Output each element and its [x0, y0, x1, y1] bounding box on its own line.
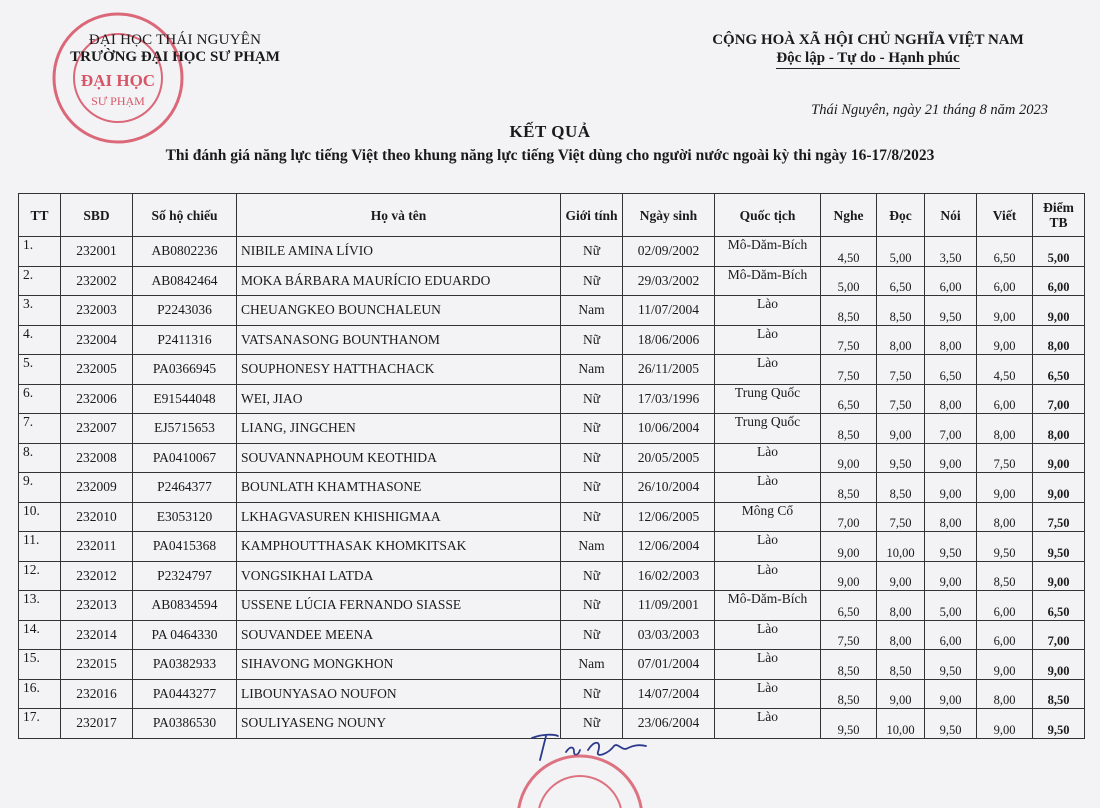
table-row [19, 620, 1085, 650]
svg-text:ĐẠI HỌC: ĐẠI HỌC [80, 71, 156, 90]
cell-reading: 10,00 [877, 709, 925, 739]
table-row [19, 591, 1085, 621]
issuer-header [60, 32, 290, 66]
cell-reading: 8,50 [877, 296, 925, 326]
cell-average: 5,00 [1033, 237, 1085, 267]
cell-speaking: 9,00 [925, 443, 977, 473]
cell-reading: 10,00 [877, 532, 925, 562]
cell-listening: 9,00 [821, 561, 877, 591]
table-row [19, 237, 1085, 267]
cell-tt: 10. [19, 502, 61, 532]
table-row [19, 561, 1085, 591]
cell-listening: 9,00 [821, 443, 877, 473]
cell-listening: 8,50 [821, 679, 877, 709]
cell-nationality: Mô-Dăm-Bích [715, 237, 821, 267]
cell-tt: 16. [19, 679, 61, 709]
cell-average: 9,50 [1033, 532, 1085, 562]
cell-sbd: 232004 [61, 325, 133, 355]
cell-speaking: 9,50 [925, 532, 977, 562]
cell-reading: 9,50 [877, 443, 925, 473]
cell-speaking: 6,00 [925, 266, 977, 296]
cell-writing: 6,00 [977, 384, 1033, 414]
cell-average: 9,00 [1033, 561, 1085, 591]
cell-nationality: Lào [715, 709, 821, 739]
cell-speaking: 8,00 [925, 502, 977, 532]
cell-nationality: Trung Quốc [715, 384, 821, 414]
cell-gender: Nam [561, 650, 623, 680]
cell-passport: PA0366945 [133, 355, 237, 385]
cell-gender: Nữ [561, 709, 623, 739]
cell-dob: 16/02/2003 [623, 561, 715, 591]
cell-speaking: 9,50 [925, 650, 977, 680]
cell-dob: 03/03/2003 [623, 620, 715, 650]
cell-gender: Nữ [561, 237, 623, 267]
cell-nationality: Lào [715, 325, 821, 355]
col-header-passport: Số hộ chiếu [133, 194, 237, 237]
cell-reading: 9,00 [877, 414, 925, 444]
cell-name: LIANG, JINGCHEN [237, 414, 561, 444]
table-row [19, 679, 1085, 709]
cell-speaking: 9,00 [925, 679, 977, 709]
cell-sbd: 232002 [61, 266, 133, 296]
cell-writing: 9,00 [977, 709, 1033, 739]
cell-writing: 6,00 [977, 591, 1033, 621]
cell-writing: 8,00 [977, 502, 1033, 532]
col-header-reading: Đọc [877, 194, 925, 237]
cell-gender: Nữ [561, 325, 623, 355]
cell-reading: 5,00 [877, 237, 925, 267]
table-row [19, 325, 1085, 355]
cell-passport: E3053120 [133, 502, 237, 532]
cell-nationality: Lào [715, 620, 821, 650]
cell-listening: 8,50 [821, 473, 877, 503]
cell-tt: 4. [19, 325, 61, 355]
cell-listening: 8,50 [821, 296, 877, 326]
cell-listening: 4,50 [821, 237, 877, 267]
cell-writing: 8,00 [977, 414, 1033, 444]
cell-speaking: 6,50 [925, 355, 977, 385]
cell-tt: 12. [19, 561, 61, 591]
cell-nationality: Trung Quốc [715, 414, 821, 444]
cell-sbd: 232006 [61, 384, 133, 414]
cell-writing: 6,00 [977, 620, 1033, 650]
cell-writing: 7,50 [977, 443, 1033, 473]
col-header-dob: Ngày sinh [623, 194, 715, 237]
cell-tt: 1. [19, 237, 61, 267]
cell-nationality: Lào [715, 650, 821, 680]
national-header [688, 32, 1048, 69]
cell-gender: Nữ [561, 591, 623, 621]
cell-sbd: 232017 [61, 709, 133, 739]
cell-passport: PA0386530 [133, 709, 237, 739]
cell-average: 8,00 [1033, 414, 1085, 444]
cell-sbd: 232003 [61, 296, 133, 326]
cell-dob: 26/10/2004 [623, 473, 715, 503]
cell-sbd: 232010 [61, 502, 133, 532]
cell-name: USSENE LÚCIA FERNANDO SIASSE [237, 591, 561, 621]
cell-writing: 4,50 [977, 355, 1033, 385]
cell-writing: 9,50 [977, 532, 1033, 562]
cell-dob: 18/06/2006 [623, 325, 715, 355]
cell-passport: E91544048 [133, 384, 237, 414]
cell-average: 6,50 [1033, 591, 1085, 621]
cell-tt: 17. [19, 709, 61, 739]
cell-speaking: 9,50 [925, 296, 977, 326]
cell-passport: AB0834594 [133, 591, 237, 621]
cell-speaking: 8,00 [925, 384, 977, 414]
cell-reading: 9,00 [877, 561, 925, 591]
cell-passport: PA0382933 [133, 650, 237, 680]
cell-tt: 15. [19, 650, 61, 680]
cell-name: LKHAGVASUREN KHISHIGMAA [237, 502, 561, 532]
cell-sbd: 232001 [61, 237, 133, 267]
cell-sbd: 232015 [61, 650, 133, 680]
cell-name: MOKA BÁRBARA MAURÍCIO EDUARDO [237, 266, 561, 296]
cell-nationality: Mông Cổ [715, 502, 821, 532]
cell-average: 9,00 [1033, 296, 1085, 326]
cell-dob: 20/05/2005 [623, 443, 715, 473]
issuer-line1: ĐẠI HỌC THÁI NGUYÊN [88, 32, 262, 48]
cell-average: 6,00 [1033, 266, 1085, 296]
cell-tt: 2. [19, 266, 61, 296]
cell-reading: 6,50 [877, 266, 925, 296]
cell-gender: Nữ [561, 561, 623, 591]
cell-name: VATSANASONG BOUNTHANOM [237, 325, 561, 355]
cell-sbd: 232014 [61, 620, 133, 650]
cell-average: 9,00 [1033, 473, 1085, 503]
cell-nationality: Lào [715, 355, 821, 385]
cell-dob: 12/06/2004 [623, 532, 715, 562]
col-header-speaking: Nói [925, 194, 977, 237]
cell-sbd: 232009 [61, 473, 133, 503]
cell-dob: 11/09/2001 [623, 591, 715, 621]
cell-writing: 9,00 [977, 650, 1033, 680]
cell-sbd: 232011 [61, 532, 133, 562]
cell-gender: Nữ [561, 266, 623, 296]
table-row [19, 414, 1085, 444]
cell-listening: 7,50 [821, 355, 877, 385]
cell-dob: 12/06/2005 [623, 502, 715, 532]
cell-speaking: 7,00 [925, 414, 977, 444]
cell-gender: Nữ [561, 620, 623, 650]
cell-tt: 8. [19, 443, 61, 473]
cell-reading: 8,50 [877, 650, 925, 680]
cell-listening: 8,50 [821, 414, 877, 444]
cell-name: SOUPHONESY HATTHACHACK [237, 355, 561, 385]
cell-speaking: 3,50 [925, 237, 977, 267]
cell-sbd: 232005 [61, 355, 133, 385]
document-subtitle: Thi đánh giá năng lực tiếng Việt theo khung năng lực tiếng Việt dùng cho người nước ngoài kỳ thi ngày 16-17/8/2023 [165, 147, 935, 164]
cell-tt: 7. [19, 414, 61, 444]
cell-writing: 8,50 [977, 561, 1033, 591]
cell-reading: 8,00 [877, 325, 925, 355]
cell-dob: 14/07/2004 [623, 679, 715, 709]
cell-passport: P2411316 [133, 325, 237, 355]
cell-name: BOUNLATH KHAMTHASONE [237, 473, 561, 503]
cell-gender: Nữ [561, 473, 623, 503]
cell-reading: 7,50 [877, 355, 925, 385]
cell-dob: 17/03/1996 [623, 384, 715, 414]
cell-reading: 7,50 [877, 502, 925, 532]
cell-writing: 9,00 [977, 325, 1033, 355]
cell-nationality: Lào [715, 561, 821, 591]
cell-writing: 9,00 [977, 296, 1033, 326]
table-row [19, 443, 1085, 473]
table-row [19, 384, 1085, 414]
results-table-body [19, 237, 1085, 739]
cell-sbd: 232012 [61, 561, 133, 591]
cell-gender: Nam [561, 296, 623, 326]
cell-gender: Nữ [561, 679, 623, 709]
cell-reading: 7,50 [877, 384, 925, 414]
cell-average: 9,50 [1033, 709, 1085, 739]
cell-sbd: 232008 [61, 443, 133, 473]
cell-average: 7,00 [1033, 620, 1085, 650]
results-table [18, 193, 1085, 739]
cell-nationality: Mô-Dăm-Bích [715, 591, 821, 621]
national-motto: Độc lập - Tự do - Hạnh phúc [776, 50, 959, 69]
cell-name: KAMPHOUTTHASAK KHOMKITSAK [237, 532, 561, 562]
cell-passport: AB0842464 [133, 266, 237, 296]
cell-listening: 8,50 [821, 650, 877, 680]
cell-listening: 6,50 [821, 591, 877, 621]
cell-tt: 13. [19, 591, 61, 621]
cell-name: CHEUANGKEO BOUNCHALEUN [237, 296, 561, 326]
cell-listening: 7,50 [821, 325, 877, 355]
table-row [19, 532, 1085, 562]
col-header-sbd: SBD [61, 194, 133, 237]
table-row [19, 266, 1085, 296]
table-row [19, 355, 1085, 385]
cell-average: 8,00 [1033, 325, 1085, 355]
cell-passport: PA 0464330 [133, 620, 237, 650]
cell-nationality: Lào [715, 473, 821, 503]
cell-reading: 8,00 [877, 620, 925, 650]
svg-text:SƯ PHẠM: SƯ PHẠM [91, 94, 145, 108]
dateline: Thái Nguyên, ngày 21 tháng 8 năm 2023 [811, 102, 1048, 118]
cell-speaking: 9,00 [925, 561, 977, 591]
col-header-nationality: Quốc tịch [715, 194, 821, 237]
cell-dob: 07/01/2004 [623, 650, 715, 680]
cell-name: SOUVANDEE MEENA [237, 620, 561, 650]
cell-reading: 9,00 [877, 679, 925, 709]
cell-speaking: 6,00 [925, 620, 977, 650]
cell-passport: P2464377 [133, 473, 237, 503]
cell-tt: 6. [19, 384, 61, 414]
cell-listening: 5,00 [821, 266, 877, 296]
cell-dob: 10/06/2004 [623, 414, 715, 444]
cell-gender: Nam [561, 532, 623, 562]
table-row [19, 473, 1085, 503]
cell-tt: 3. [19, 296, 61, 326]
document-title: KẾT QUẢ [509, 122, 591, 141]
cell-speaking: 9,50 [925, 709, 977, 739]
col-header-writing: Viết [977, 194, 1033, 237]
cell-listening: 7,00 [821, 502, 877, 532]
col-header-tt: TT [19, 194, 61, 237]
table-header-row [19, 194, 1085, 237]
cell-gender: Nữ [561, 414, 623, 444]
cell-sbd: 232013 [61, 591, 133, 621]
cell-average: 9,00 [1033, 443, 1085, 473]
table-row [19, 650, 1085, 680]
cell-listening: 9,00 [821, 532, 877, 562]
cell-writing: 6,00 [977, 266, 1033, 296]
cell-passport: EJ5715653 [133, 414, 237, 444]
col-header-listening: Nghe [821, 194, 877, 237]
cell-nationality: Mô-Dăm-Bích [715, 266, 821, 296]
cell-listening: 9,50 [821, 709, 877, 739]
cell-listening: 7,50 [821, 620, 877, 650]
cell-passport: PA0415368 [133, 532, 237, 562]
cell-reading: 8,00 [877, 591, 925, 621]
table-row [19, 296, 1085, 326]
cell-gender: Nữ [561, 502, 623, 532]
cell-listening: 6,50 [821, 384, 877, 414]
cell-tt: 14. [19, 620, 61, 650]
cell-passport: PA0410067 [133, 443, 237, 473]
cell-sbd: 232007 [61, 414, 133, 444]
cell-speaking: 5,00 [925, 591, 977, 621]
cell-average: 7,00 [1033, 384, 1085, 414]
cell-tt: 11. [19, 532, 61, 562]
cell-average: 7,50 [1033, 502, 1085, 532]
issuer-line2: TRƯỜNG ĐẠI HỌC SƯ PHẠM [70, 49, 280, 65]
cell-dob: 23/06/2004 [623, 709, 715, 739]
cell-name: SOULIYASENG NOUNY [237, 709, 561, 739]
country-name: CỘNG HOÀ XÃ HỘI CHỦ NGHĨA VIỆT NAM [712, 32, 1024, 48]
cell-sbd: 232016 [61, 679, 133, 709]
cell-name: VONGSIKHAI LATDA [237, 561, 561, 591]
cell-name: WEI, JIAO [237, 384, 561, 414]
col-header-name: Họ và tên [237, 194, 561, 237]
cell-name: LIBOUNYASAO NOUFON [237, 679, 561, 709]
cell-dob: 02/09/2002 [623, 237, 715, 267]
cell-tt: 9. [19, 473, 61, 503]
cell-average: 9,00 [1033, 650, 1085, 680]
cell-speaking: 8,00 [925, 325, 977, 355]
bottom-seal-stamp [500, 748, 660, 808]
cell-passport: P2243036 [133, 296, 237, 326]
cell-nationality: Lào [715, 443, 821, 473]
cell-dob: 29/03/2002 [623, 266, 715, 296]
cell-gender: Nữ [561, 443, 623, 473]
cell-dob: 11/07/2004 [623, 296, 715, 326]
cell-speaking: 9,00 [925, 473, 977, 503]
cell-nationality: Lào [715, 679, 821, 709]
cell-writing: 6,50 [977, 237, 1033, 267]
cell-writing: 8,00 [977, 679, 1033, 709]
cell-passport: AB0802236 [133, 237, 237, 267]
cell-reading: 8,50 [877, 473, 925, 503]
cell-gender: Nữ [561, 384, 623, 414]
cell-tt: 5. [19, 355, 61, 385]
cell-writing: 9,00 [977, 473, 1033, 503]
cell-passport: P2324797 [133, 561, 237, 591]
cell-dob: 26/11/2005 [623, 355, 715, 385]
cell-name: SIHAVONG MONGKHON [237, 650, 561, 680]
cell-name: NIBILE AMINA LÍVIO [237, 237, 561, 267]
cell-nationality: Lào [715, 532, 821, 562]
cell-passport: PA0443277 [133, 679, 237, 709]
cell-nationality: Lào [715, 296, 821, 326]
cell-average: 6,50 [1033, 355, 1085, 385]
cell-average: 8,50 [1033, 679, 1085, 709]
col-header-average: Điểm TB [1033, 194, 1085, 237]
table-row [19, 502, 1085, 532]
cell-gender: Nam [561, 355, 623, 385]
col-header-gender: Giới tính [561, 194, 623, 237]
cell-name: SOUVANNAPHOUM KEOTHIDA [237, 443, 561, 473]
